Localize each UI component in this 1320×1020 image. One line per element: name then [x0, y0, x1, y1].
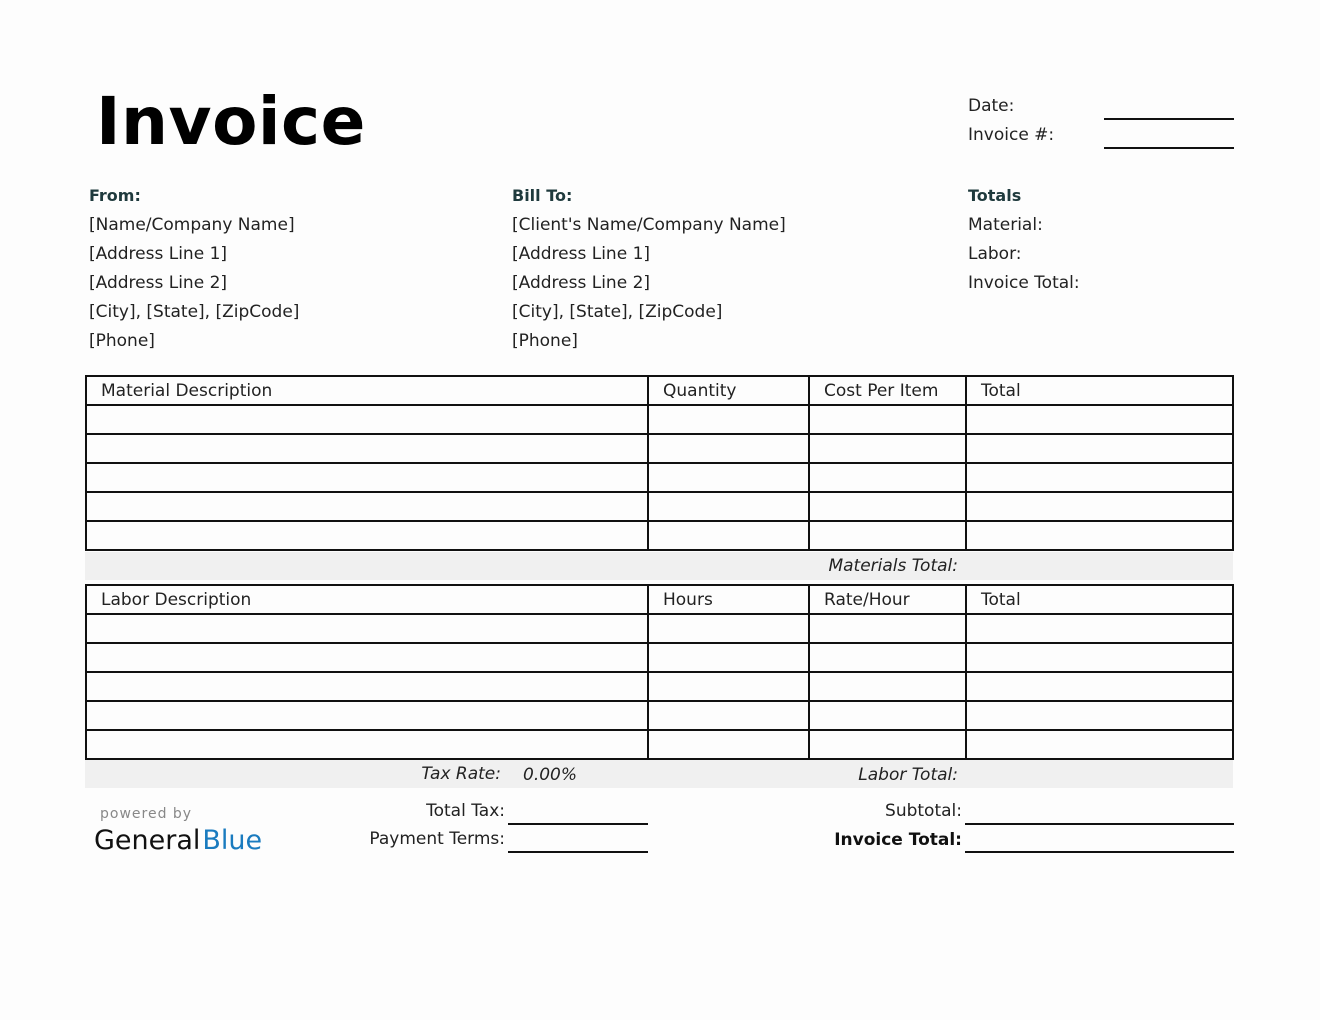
cost-cell[interactable]: [809, 521, 966, 550]
table-row: [86, 701, 1233, 730]
material-col-quantity: Quantity: [648, 376, 809, 405]
material-description-cell[interactable]: [86, 463, 648, 492]
labor-description-cell[interactable]: [86, 643, 648, 672]
totals-material-label: Material:: [968, 215, 1043, 235]
labor-col-description: Labor Description: [86, 585, 648, 614]
totals-section: [968, 186, 1080, 293]
table-row: [86, 492, 1233, 521]
date-field[interactable]: [1104, 118, 1234, 120]
total-cell[interactable]: [966, 672, 1233, 701]
labor-table: [85, 584, 1234, 760]
labor-col-hours: Hours: [648, 585, 809, 614]
from-heading: From:: [89, 186, 141, 205]
logo-blue: Blue: [202, 825, 263, 856]
quantity-cell[interactable]: [648, 463, 809, 492]
quantity-cell[interactable]: [648, 521, 809, 550]
material-description-cell[interactable]: [86, 405, 648, 434]
tax-rate-label: Tax Rate:: [421, 764, 501, 784]
invoice-title: Invoice: [96, 83, 366, 160]
payment-terms-field[interactable]: [508, 851, 648, 853]
total-cell[interactable]: [966, 643, 1233, 672]
hours-cell[interactable]: [648, 672, 809, 701]
bill-to-heading: Bill To:: [512, 186, 573, 205]
hours-cell[interactable]: [648, 701, 809, 730]
from-phone[interactable]: [Phone]: [89, 331, 155, 351]
total-tax-label: Total Tax:: [426, 801, 505, 821]
labor-total-label: Labor Total:: [858, 765, 958, 785]
labor-header-row: [86, 585, 1233, 614]
bill-to-address-2[interactable]: [Address Line 2]: [512, 273, 651, 293]
table-row: [86, 463, 1233, 492]
labor-col-rate: Rate/Hour: [809, 585, 966, 614]
rate-cell[interactable]: [809, 701, 966, 730]
total-tax-field[interactable]: [508, 823, 648, 825]
cost-cell[interactable]: [809, 405, 966, 434]
total-cell[interactable]: [966, 434, 1233, 463]
rate-cell[interactable]: [809, 643, 966, 672]
rate-cell[interactable]: [809, 730, 966, 759]
labor-description-cell[interactable]: [86, 672, 648, 701]
from-address-2[interactable]: [Address Line 2]: [89, 273, 228, 293]
invoice-number-label: Invoice #:: [968, 125, 1055, 145]
bill-to-name[interactable]: [Client's Name/Company Name]: [512, 215, 786, 235]
cost-cell[interactable]: [809, 492, 966, 521]
cost-cell[interactable]: [809, 434, 966, 463]
totals-heading: Totals: [968, 186, 1022, 205]
from-city-state-zip[interactable]: [City], [State], [ZipCode]: [89, 302, 300, 322]
material-col-total: Total: [966, 376, 1233, 405]
table-row: [86, 730, 1233, 759]
labor-total-value[interactable]: [965, 760, 1233, 788]
material-description-cell[interactable]: [86, 434, 648, 463]
table-row: [86, 643, 1233, 672]
bill-to-phone[interactable]: [Phone]: [512, 331, 578, 351]
quantity-cell[interactable]: [648, 492, 809, 521]
total-cell[interactable]: [966, 701, 1233, 730]
from-address-1[interactable]: [Address Line 1]: [89, 244, 228, 264]
powered-by-text: powered by: [100, 806, 193, 822]
cost-cell[interactable]: [809, 463, 966, 492]
bill-to-address-1[interactable]: [Address Line 1]: [512, 244, 651, 264]
totals-labor-label: Labor:: [968, 244, 1022, 264]
table-row: [86, 434, 1233, 463]
labor-description-cell[interactable]: [86, 614, 648, 643]
bill-to-section: [512, 186, 786, 351]
table-row: [86, 614, 1233, 643]
tax-rate-value[interactable]: 0.00%: [523, 765, 578, 785]
from-section: [89, 186, 299, 351]
materials-total-label: Materials Total:: [828, 556, 958, 576]
total-cell[interactable]: [966, 521, 1233, 550]
hours-cell[interactable]: [648, 614, 809, 643]
subtotal-field[interactable]: [965, 823, 1234, 825]
table-row: [86, 521, 1233, 550]
total-cell[interactable]: [966, 492, 1233, 521]
payment-terms-label: Payment Terms:: [369, 829, 505, 849]
general-blue-logo[interactable]: [94, 824, 262, 858]
total-cell[interactable]: [966, 614, 1233, 643]
table-row: [86, 672, 1233, 701]
total-cell[interactable]: [966, 730, 1233, 759]
total-cell[interactable]: [966, 405, 1233, 434]
hours-cell[interactable]: [648, 643, 809, 672]
date-label: Date:: [968, 96, 1015, 116]
material-description-cell[interactable]: [86, 492, 648, 521]
invoice-number-field[interactable]: [1104, 147, 1234, 149]
labor-description-cell[interactable]: [86, 730, 648, 759]
material-col-description: Material Description: [86, 376, 648, 405]
material-description-cell[interactable]: [86, 521, 648, 550]
table-row: [86, 405, 1233, 434]
subtotal-label: Subtotal:: [885, 801, 962, 821]
material-table: [85, 375, 1234, 551]
materials-total-value[interactable]: [965, 552, 1233, 580]
bill-to-city-state-zip[interactable]: [City], [State], [ZipCode]: [512, 302, 723, 322]
quantity-cell[interactable]: [648, 405, 809, 434]
total-cell[interactable]: [966, 463, 1233, 492]
totals-invoice-total-label: Invoice Total:: [968, 273, 1080, 293]
labor-col-total: Total: [966, 585, 1233, 614]
hours-cell[interactable]: [648, 730, 809, 759]
material-header-row: [86, 376, 1233, 405]
material-col-cost-per-item: Cost Per Item: [809, 376, 966, 405]
invoice-total-field[interactable]: [965, 851, 1234, 853]
rate-cell[interactable]: [809, 672, 966, 701]
labor-description-cell[interactable]: [86, 701, 648, 730]
from-name[interactable]: [Name/Company Name]: [89, 215, 295, 235]
rate-cell[interactable]: [809, 614, 966, 643]
quantity-cell[interactable]: [648, 434, 809, 463]
invoice-total-label: Invoice Total:: [834, 830, 962, 850]
logo-general: General: [94, 825, 201, 856]
